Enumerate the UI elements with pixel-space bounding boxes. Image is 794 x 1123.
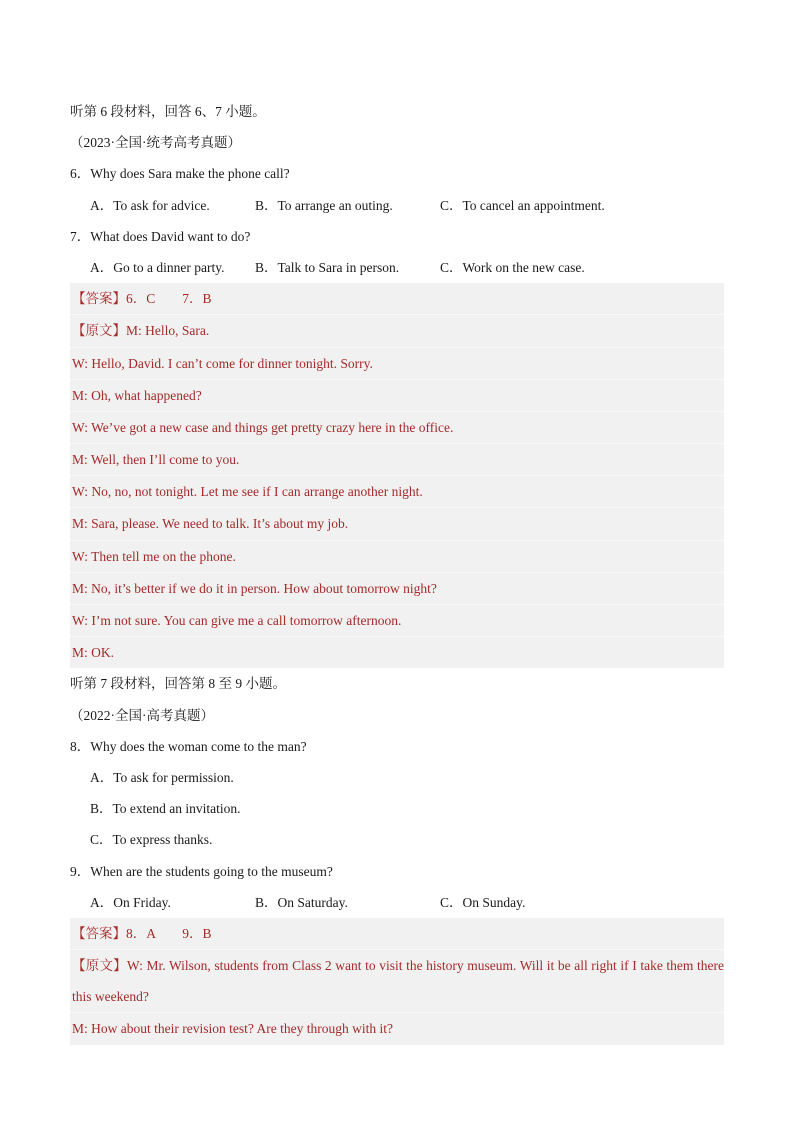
question-7-options — [70, 252, 724, 283]
section-heading: 听第 6 段材料，回答 6、7 小题。 — [70, 104, 266, 119]
option-b: B．To arrange an outing. — [255, 197, 393, 213]
transcript-line: W: Hello, David. I can’t come for dinner tonight. Sorry. — [70, 347, 724, 379]
question-source: （2022·全国·高考真题） — [70, 707, 214, 723]
transcript-line: M: No, it’s better if we do it in person. How about tomorrow night? — [70, 572, 724, 604]
transcript-line: W: I’m not sure. You can give me a call tomorrow afternoon. — [70, 604, 724, 636]
transcript-tag: 【原文】 — [72, 323, 126, 339]
question-9-options — [70, 887, 724, 918]
option-c: C．To express thanks. — [90, 832, 213, 848]
question-6-stem: 6．Why does Sara make the phone call? — [70, 166, 290, 182]
option-b: B．Talk to Sara in person. — [255, 259, 400, 275]
question-6-options — [70, 190, 724, 221]
question-source: （2023·全国·统考高考真题） — [70, 135, 241, 151]
option-b: B．On Saturday. — [255, 894, 348, 910]
transcript-tag: 【原文】 — [72, 958, 127, 974]
option-c: C．Work on the new case. — [440, 259, 585, 275]
document-page — [70, 96, 724, 1045]
transcript-line: M: OK. — [70, 636, 724, 668]
transcript-line: M: Sara, please. We need to talk. It’s about my job. — [70, 507, 724, 539]
answer-tag: 【答案】 — [72, 291, 126, 307]
option-b: B．To extend an invitation. — [90, 801, 241, 817]
transcript-paragraph — [70, 949, 724, 1012]
answer-tag: 【答案】 — [72, 925, 126, 941]
transcript-line: M: Well, then I’ll come to you. — [70, 443, 724, 475]
question-9-stem: 9．When are the students going to the museum? — [70, 863, 333, 879]
section-heading: 听第 7 段材料，回答第 8 至 9 小题。 — [70, 676, 286, 692]
option-c: C．To cancel an appointment. — [440, 197, 605, 213]
question-7-stem: 7．What does David want to do? — [70, 228, 251, 244]
transcript-text: M: Hello, Sara. — [126, 323, 210, 339]
option-a: A．Go to a dinner party. — [90, 259, 225, 275]
answer-text: 6．C 7．B — [126, 291, 212, 307]
transcript-text: W: Mr. Wilson, students from Class 2 want to visit the history museum. Will it be all right if I take them there this weekend? — [72, 958, 724, 1005]
option-a: A．To ask for advice. — [90, 197, 210, 213]
transcript-line: W: Then tell me on the phone. — [70, 540, 724, 572]
option-c: C．On Sunday. — [440, 894, 526, 910]
answer-line — [70, 283, 724, 314]
transcript-line: W: We’ve got a new case and things get pretty crazy here in the office. — [70, 411, 724, 443]
transcript-line: M: Oh, what happened? — [70, 379, 724, 411]
transcript-line — [70, 314, 724, 346]
question-8-stem: 8．Why does the woman come to the man? — [70, 738, 307, 754]
option-a: A．On Friday. — [90, 894, 171, 910]
option-a: A．To ask for permission. — [90, 769, 234, 785]
answer-text: 8．A 9．B — [126, 925, 212, 941]
transcript-line: W: No, no, not tonight. Let me see if I can arrange another night. — [70, 475, 724, 507]
answer-line — [70, 918, 724, 949]
transcript-line: M: How about their revision test? Are they through with it? — [70, 1012, 724, 1044]
